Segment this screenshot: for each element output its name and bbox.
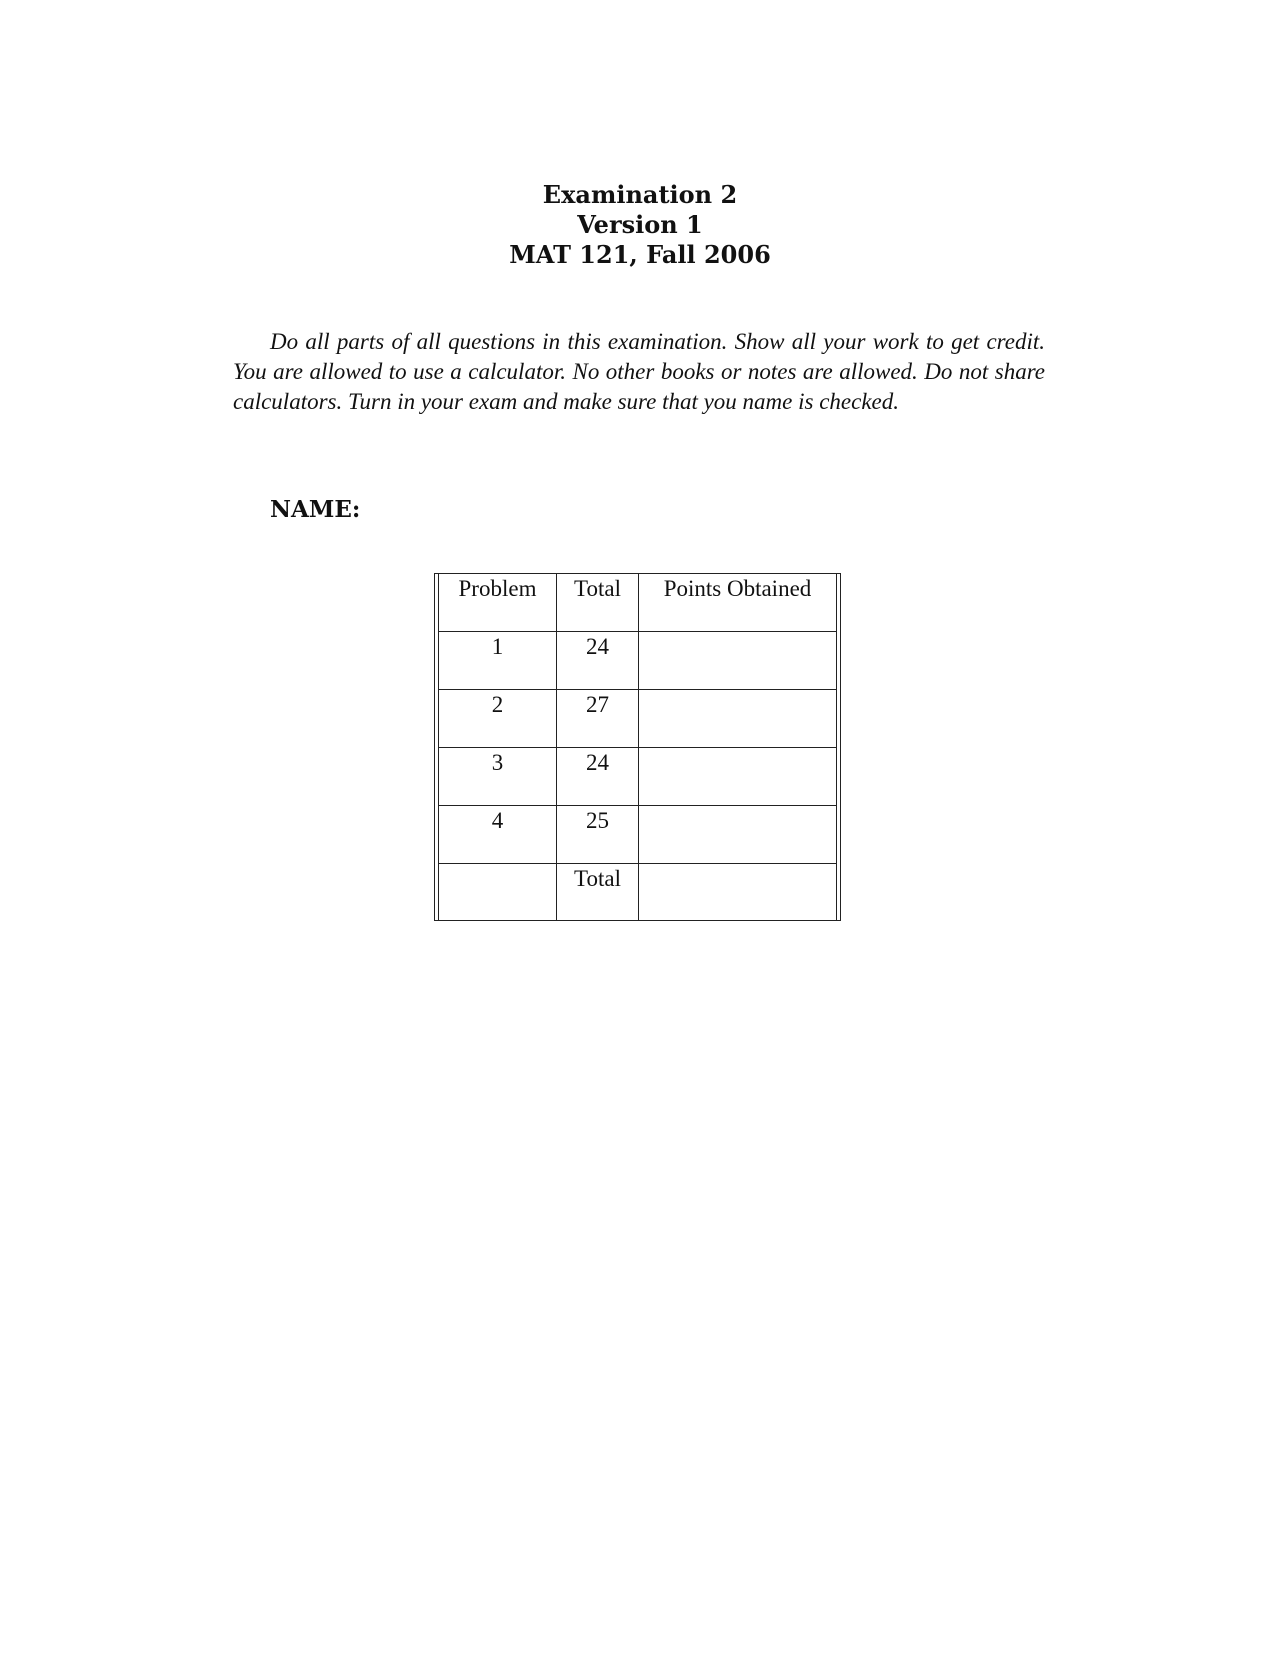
total-points-cell: 27 [557,690,639,748]
table-row [439,806,837,864]
exam-version: Version 1 [577,210,703,239]
points-obtained-cell [639,690,837,748]
table-total-row [439,864,837,922]
problem-number-cell [439,864,557,922]
table-row [439,632,837,690]
course-info: MAT 121, Fall 2006 [509,240,771,269]
total-points-cell: 24 [557,632,639,690]
name-label: NAME: [270,496,361,523]
table-row [439,748,837,806]
problem-number-cell: 4 [439,806,557,864]
exam-header [0,180,1280,270]
grand-total-points-cell [639,864,837,922]
score-table [438,574,837,921]
grand-total-label-cell: Total [557,864,639,922]
table-header-row [439,574,837,632]
table-row [439,690,837,748]
problem-number-cell: 1 [439,632,557,690]
total-points-cell: 25 [557,806,639,864]
points-obtained-cell [639,806,837,864]
column-header-points-obtained: Points Obtained [639,574,837,632]
problem-number-cell: 2 [439,690,557,748]
points-obtained-cell [639,632,837,690]
problem-number-cell: 3 [439,748,557,806]
score-table-frame [434,573,841,921]
total-points-cell: 24 [557,748,639,806]
column-header-total: Total [557,574,639,632]
column-header-problem: Problem [439,574,557,632]
exam-instructions: Do all parts of all questions in this examination. Show all your work to get credit. You are allowed to use a calculator. No other books or notes are allowed. Do not share calculators. Turn in your exam and make sure that you name is checked. [233,329,1045,414]
points-obtained-cell [639,748,837,806]
exam-title: Examination 2 [542,180,738,209]
